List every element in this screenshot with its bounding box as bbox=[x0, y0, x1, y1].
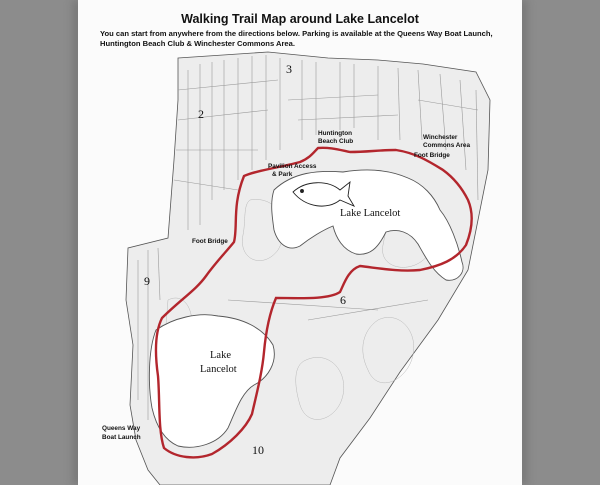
trail-map bbox=[78, 0, 522, 485]
foot-bridge-east-label: Foot Bridge bbox=[414, 152, 450, 159]
pavilion-label-1: Pavilion Access bbox=[268, 163, 317, 170]
huntington-label-1: Huntington bbox=[318, 130, 353, 137]
queens-way-label-1: Queens Way bbox=[102, 425, 141, 432]
area-number-2: 2 bbox=[198, 107, 204, 121]
pavilion-label-2: & Park bbox=[272, 171, 293, 178]
map-sheet bbox=[78, 0, 522, 485]
winchester-label-1: Winchester bbox=[423, 134, 458, 141]
queens-way-label-2: Boat Launch bbox=[102, 434, 141, 441]
winchester-label-2: Commons Area bbox=[423, 142, 470, 149]
area-number-6: 6 bbox=[340, 293, 346, 307]
map-title: Walking Trail Map around Lake Lancelot bbox=[181, 12, 419, 26]
lake-south-label-1: Lake bbox=[210, 350, 231, 361]
lake-south-label-2: Lancelot bbox=[200, 364, 237, 375]
area-number-10: 10 bbox=[252, 443, 264, 457]
area-number-3: 3 bbox=[286, 62, 292, 76]
foot-bridge-west-label: Foot Bridge bbox=[192, 238, 228, 245]
lake-north-label: Lake Lancelot bbox=[340, 208, 401, 219]
huntington-label-2: Beach Club bbox=[318, 138, 354, 145]
area-number-9: 9 bbox=[144, 274, 150, 288]
map-intro: You can start from anywhere from the directions below. Parking is available at the Queens Way Boat Launch, Huntington Beach Club & Winchester Commons Area. bbox=[100, 29, 493, 48]
